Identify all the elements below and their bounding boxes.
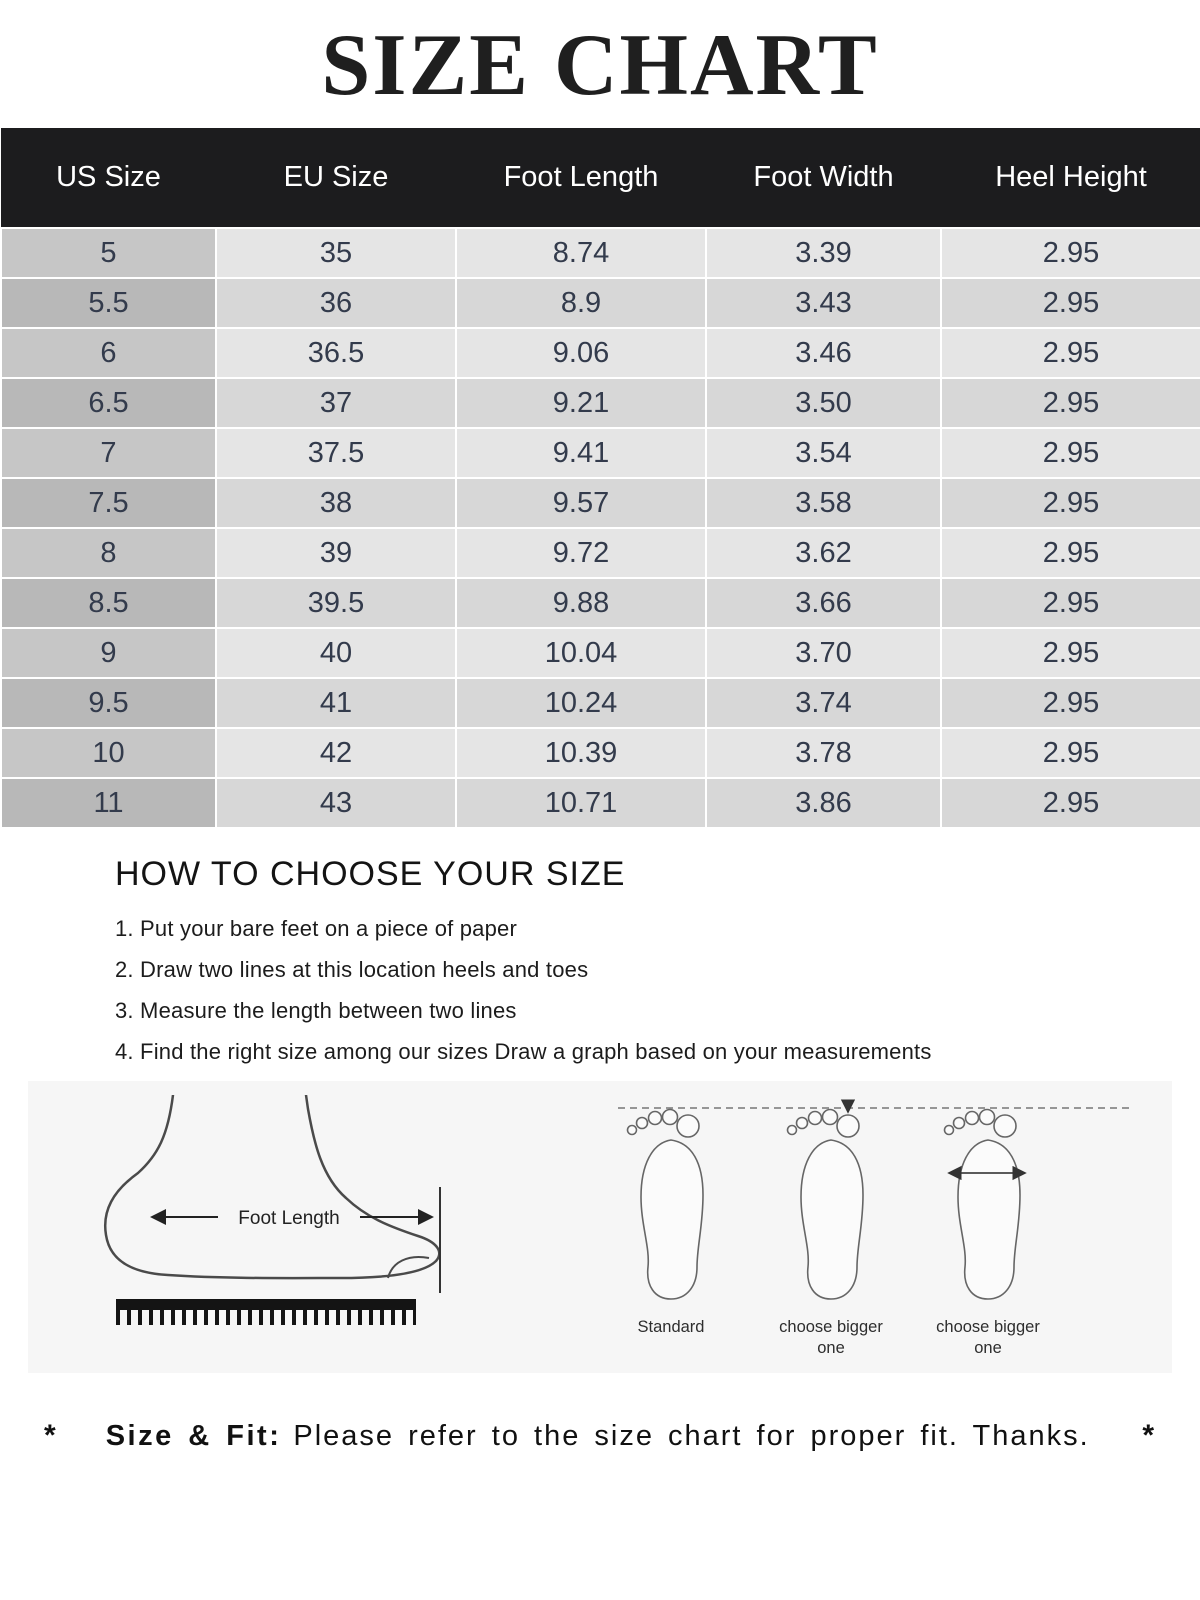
table-row [1, 278, 1200, 328]
size-table-body [1, 228, 1200, 828]
foot-standard [628, 1110, 704, 1300]
table-row [1, 728, 1200, 778]
measurement-diagram-panel [28, 1081, 1172, 1373]
us-size-cell: 9.5 [1, 678, 216, 728]
size-value-cell: 3.50 [706, 378, 941, 428]
size-value-cell: 9.41 [456, 428, 706, 478]
column-header: US Size [1, 128, 216, 228]
size-value-cell: 9.21 [456, 378, 706, 428]
size-value-cell: 9.72 [456, 528, 706, 578]
size-value-cell: 10.24 [456, 678, 706, 728]
us-size-cell: 10 [1, 728, 216, 778]
us-size-cell: 9 [1, 628, 216, 678]
foot-label: choose bigger one [779, 1318, 883, 1358]
size-fit-label: Size & Fit: [105, 1420, 282, 1452]
size-value-cell: 3.43 [706, 278, 941, 328]
foot-bigger-one [788, 1101, 864, 1299]
size-value-cell: 3.39 [706, 228, 941, 278]
page-title: SIZE CHART [321, 17, 879, 114]
size-chart-table [0, 128, 1200, 829]
ruler-bar [116, 1299, 416, 1310]
table-row [1, 628, 1200, 678]
size-value-cell: 3.78 [706, 728, 941, 778]
ruler-teeth [116, 1310, 416, 1325]
foot-length-label: Foot Length [238, 1208, 340, 1229]
size-value-cell: 2.95 [941, 728, 1200, 778]
size-value-cell: 43 [216, 778, 456, 828]
size-value-cell: 2.95 [941, 578, 1200, 628]
column-header: Heel Height [941, 128, 1200, 228]
size-value-cell: 2.95 [941, 328, 1200, 378]
size-value-cell: 2.95 [941, 428, 1200, 478]
foot-label: Standard [637, 1318, 705, 1336]
size-value-cell: 2.95 [941, 678, 1200, 728]
us-size-cell: 5.5 [1, 278, 216, 328]
size-value-cell: 2.95 [941, 778, 1200, 828]
size-value-cell: 36.5 [216, 328, 456, 378]
size-value-cell: 37.5 [216, 428, 456, 478]
size-value-cell: 9.06 [456, 328, 706, 378]
size-value-cell: 2.95 [941, 528, 1200, 578]
size-value-cell: 2.95 [941, 228, 1200, 278]
table-row [1, 378, 1200, 428]
size-value-cell: 10.71 [456, 778, 706, 828]
size-value-cell: 3.58 [706, 478, 941, 528]
how-to-step: 3. Measure the length between two lines [115, 998, 517, 1023]
foot-outline [105, 1095, 439, 1278]
asterisk-left: * [44, 1419, 58, 1452]
size-table-header-row [1, 128, 1200, 228]
size-value-cell: 9.57 [456, 478, 706, 528]
size-value-cell: 3.74 [706, 678, 941, 728]
size-value-cell: 8.74 [456, 228, 706, 278]
size-value-cell: 39.5 [216, 578, 456, 628]
how-to-step: 2. Draw two lines at this location heels and toes [115, 957, 589, 982]
asterisk-right: * [1142, 1419, 1156, 1452]
size-value-cell: 3.70 [706, 628, 941, 678]
how-to-step: 4. Find the right size among our sizes Draw a graph based on your measurements [115, 1039, 932, 1064]
column-header: EU Size [216, 128, 456, 228]
size-value-cell: 2.95 [941, 478, 1200, 528]
size-value-cell: 38 [216, 478, 456, 528]
size-value-cell: 2.95 [941, 378, 1200, 428]
foot-label: choose bigger one [936, 1318, 1040, 1358]
us-size-cell: 5 [1, 228, 216, 278]
how-to-step: 1. Put your bare feet on a piece of paper [115, 916, 518, 941]
us-size-cell: 11 [1, 778, 216, 828]
us-size-cell: 8 [1, 528, 216, 578]
size-fit-note [0, 1419, 1200, 1453]
table-row [1, 578, 1200, 628]
size-value-cell: 39 [216, 528, 456, 578]
how-to-heading: HOW TO CHOOSE YOUR SIZE [115, 855, 626, 893]
size-value-cell: 35 [216, 228, 456, 278]
size-value-cell: 10.39 [456, 728, 706, 778]
column-header: Foot Width [706, 128, 941, 228]
foot-bigger-two [945, 1110, 1026, 1300]
us-size-cell: 7.5 [1, 478, 216, 528]
size-value-cell: 41 [216, 678, 456, 728]
table-row [1, 428, 1200, 478]
table-row [1, 778, 1200, 828]
title-bar [0, 0, 1200, 128]
size-value-cell: 36 [216, 278, 456, 328]
table-row [1, 328, 1200, 378]
size-value-cell: 3.54 [706, 428, 941, 478]
table-row [1, 478, 1200, 528]
table-row [1, 528, 1200, 578]
how-to-steps [115, 916, 1200, 1065]
size-value-cell: 10.04 [456, 628, 706, 678]
feet-comparison-diagram [588, 1095, 1153, 1310]
how-to-section [115, 855, 1200, 1065]
table-row [1, 228, 1200, 278]
table-row [1, 678, 1200, 728]
size-value-cell: 3.62 [706, 528, 941, 578]
us-size-cell: 8.5 [1, 578, 216, 628]
size-value-cell: 40 [216, 628, 456, 678]
size-value-cell: 3.86 [706, 778, 941, 828]
size-value-cell: 37 [216, 378, 456, 428]
size-value-cell: 3.66 [706, 578, 941, 628]
size-value-cell: 3.46 [706, 328, 941, 378]
size-value-cell: 2.95 [941, 628, 1200, 678]
size-value-cell: 8.9 [456, 278, 706, 328]
column-header: Foot Length [456, 128, 706, 228]
size-value-cell: 2.95 [941, 278, 1200, 328]
us-size-cell: 6.5 [1, 378, 216, 428]
us-size-cell: 7 [1, 428, 216, 478]
ruler-graphic [116, 1299, 416, 1325]
size-value-cell: 9.88 [456, 578, 706, 628]
size-value-cell: 42 [216, 728, 456, 778]
size-fit-text: Please refer to the size chart for proper fit. Thanks. [293, 1420, 1090, 1452]
us-size-cell: 6 [1, 328, 216, 378]
